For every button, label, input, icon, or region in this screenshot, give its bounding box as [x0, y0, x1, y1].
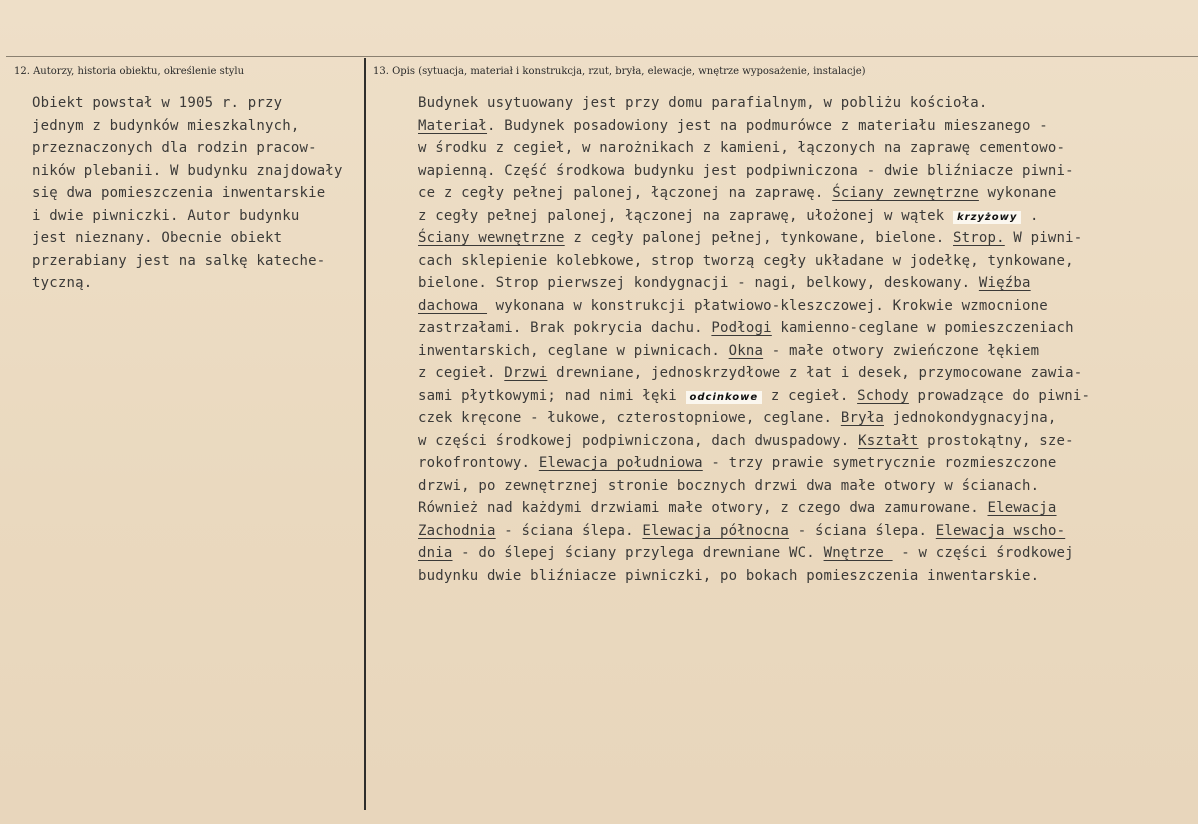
text-segment: w środku z cegieł, w narożnikach z kamieni, łączonych na zaprawę cementowo- [418, 140, 1066, 156]
underlined-term: Drzwi [504, 365, 548, 381]
underlined-term: Elewacja południowa [538, 455, 703, 471]
underlined-term: Elewacja [987, 500, 1057, 516]
section-13-line [418, 227, 1090, 250]
text-segment: W piwni- [1004, 230, 1083, 246]
section-12-line: jednym z budynków mieszkalnych, [32, 117, 300, 134]
text-segment: Budynek usytuowany jest przy domu parafialnym, w pobliżu kościoła. [418, 95, 988, 111]
underlined-term: Bryła [840, 410, 884, 426]
text-segment: . Budynek posadowiony jest na podmurówce z materiału mieszanego - [487, 117, 1048, 134]
section-13-line [418, 542, 1090, 565]
text-segment: . [1021, 207, 1039, 224]
section-13-line [418, 115, 1090, 138]
section-13-line [418, 250, 1090, 273]
underlined-term: Elewacja wscho- [935, 522, 1066, 539]
text-segment: - trzy prawie symetrycznie rozmieszczone [702, 455, 1057, 471]
section-13-line [418, 430, 1090, 453]
section-12-line: się dwa pomieszczenia inwentarskie [32, 185, 326, 201]
section-13-line [418, 362, 1090, 385]
text-segment: z cegieł. [762, 387, 858, 404]
section-13-text [418, 92, 1090, 587]
text-segment: kamienno-ceglane w pomieszczeniach [771, 320, 1074, 336]
underlined-term: Strop. [953, 230, 1005, 246]
underlined-term: dnia [418, 545, 453, 561]
text-segment: sami płytkowymi; nad nimi łęki [418, 387, 686, 404]
section-13-line [418, 160, 1090, 183]
text-segment: wapienną. Część środkowa budynku jest podpiwniczona - dwie bliźniacze piwni- [418, 162, 1074, 179]
section-13-line [418, 272, 1090, 295]
section-13-line [418, 497, 1090, 520]
text-segment: inwentarskich, ceglane w piwnicach. [418, 342, 729, 359]
section-12-line: i dwie piwniczki. Autor budynku [32, 207, 300, 224]
underlined-term: Wnętrze [823, 545, 893, 561]
text-segment: w części środkowej podpiwniczona, dach dwuspadowy. [418, 432, 859, 449]
text-segment: budynku dwie bliźniacze piwniczki, po bokach pomieszczenia inwentarskie. [418, 567, 1040, 584]
section-13-line [418, 137, 1090, 160]
text-segment: - małe otwory zwieńczone łękiem [763, 342, 1040, 359]
section-13-line [418, 182, 1090, 205]
text-segment: prowadzące do piwni- [908, 387, 1091, 404]
underlined-term: Schody [857, 387, 909, 404]
text-segment: drzwi, po zewnętrznej stronie bocznych drzwi dwa małe otwory w ścianach. [418, 477, 1040, 494]
section-13-line [418, 475, 1090, 498]
text-segment: - w części środkowej [892, 545, 1074, 561]
text-segment: - ściana ślepa. [789, 522, 936, 539]
section-12-line: jest nieznany. Obecnie obiekt [32, 230, 283, 246]
text-segment: cach sklepienie kolebkowe, strop tworzą cegły układane w jodełkę, tynkowane, [418, 252, 1074, 269]
text-segment: z cegieł. [418, 365, 505, 381]
section-13-line [418, 205, 1090, 228]
section-13-line [418, 92, 1090, 115]
underlined-term: Ściany wewnętrzne [418, 230, 565, 246]
section-13-line [418, 520, 1090, 543]
section-13-line [418, 340, 1090, 363]
text-segment: prostokątny, sze- [918, 432, 1074, 449]
text-segment: drewniane, jednoskrzydłowe z łat i desek, przymocowane zawia- [547, 365, 1083, 381]
section-12-line: przerabiany jest na salkę kateche- [32, 252, 326, 269]
section-13-heading: 13. Opis (sytuacja, materiał i konstrukcja, rzut, bryła, elewacje, wnętrze wyposażenie, instalacje) [373, 66, 866, 77]
section-13-line [418, 385, 1090, 408]
text-segment: rokofrontowy. [418, 455, 539, 471]
text-segment: wykonane [978, 185, 1057, 201]
section-13-line [418, 407, 1090, 430]
underlined-term: Kształt [858, 432, 919, 449]
text-segment: bielone. Strop pierwszej kondygnacji - nagi, belkowy, deskowany. [418, 275, 979, 291]
handwritten-insert: krzyżowy [953, 211, 1021, 224]
section-12-text [32, 92, 343, 295]
text-segment: wykonana w konstrukcji płatwiowo-kleszczowej. Krokwie wzmocnione [487, 297, 1048, 314]
text-segment: z cegły palonej pełnej, tynkowane, bielone. [564, 230, 953, 246]
underlined-term: Elewacja północna [642, 522, 790, 539]
column-divider [364, 58, 366, 810]
text-segment: ce z cegły pełnej palonej, łączonej na zaprawę. [418, 185, 833, 201]
underlined-term: Więźba [978, 275, 1031, 291]
underlined-term: Ściany zewnętrzne [832, 185, 979, 201]
section-12-line: ników plebanii. W budynku znajdowały [32, 162, 343, 179]
text-segment: zastrzałami. Brak pokrycia dachu. [418, 320, 712, 336]
text-segment: czek kręcone - łukowe, czterostopniowe, ceglane. [418, 410, 841, 426]
section-12-line: Obiekt powstał w 1905 r. przy [32, 95, 283, 111]
text-segment: jednokondygnacyjna, [883, 410, 1057, 426]
underlined-term: Podłogi [711, 320, 772, 336]
section-13-line [418, 452, 1090, 475]
section-12-heading: 12. Autorzy, historia obiektu, określenie stylu [14, 66, 245, 77]
section-12-line: tyczną. [32, 275, 93, 291]
text-segment: z cegły pełnej palonej, łączonej na zaprawę, ułożonej w wątek [418, 207, 953, 224]
text-segment: Również nad każdymi drzwiami małe otwory, z czego dwa zamurowane. [418, 500, 988, 516]
section-13-line [418, 295, 1090, 318]
underlined-term: Okna [728, 342, 764, 359]
text-segment: - do ślepej ściany przylega drewniane WC. [452, 545, 824, 561]
underlined-term: Zachodnia [418, 522, 496, 539]
section-12-line: przeznaczonych dla rodzin pracow- [32, 140, 317, 156]
underlined-term: Materiał [418, 117, 488, 134]
section-13-line [418, 317, 1090, 340]
underlined-term: dachowa [418, 297, 488, 314]
section-13-line [418, 565, 1090, 588]
handwritten-insert: odcinkowe [686, 391, 763, 404]
top-rule [6, 56, 1198, 57]
text-segment: - ściana ślepa. [495, 522, 643, 539]
